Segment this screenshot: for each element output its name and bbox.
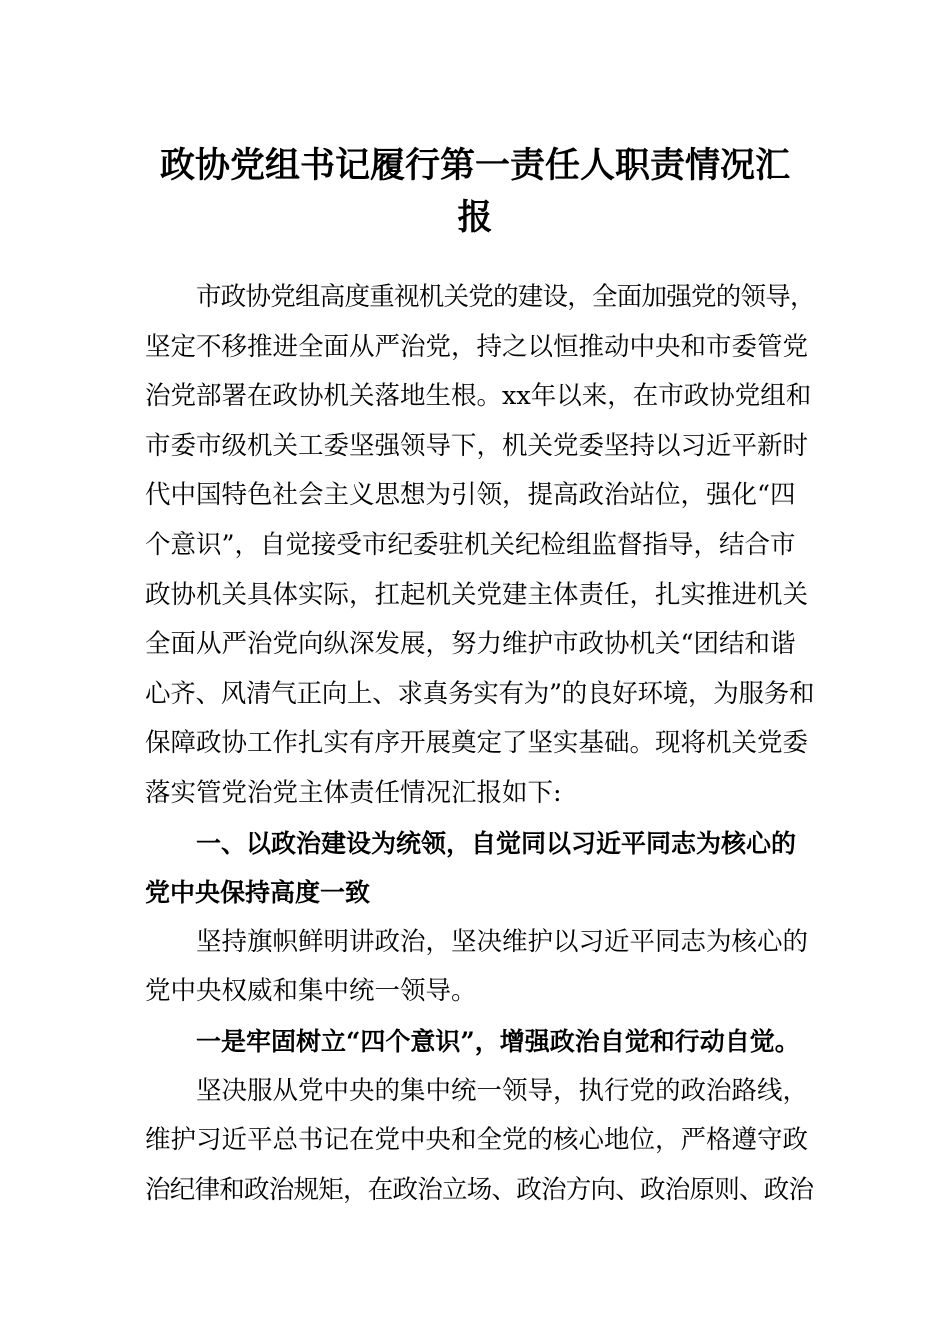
title-line-2: 报 <box>457 197 493 238</box>
paragraph-line: 落实管党治党主体责任情况汇报如下: <box>145 777 562 808</box>
paragraph-line: 治纪律和政治规矩，在政治立场、政治方向、政治原则、政治 <box>145 1174 814 1205</box>
title-line-1: 政协党组书记履行第一责任人职责情况汇 <box>159 145 790 186</box>
paragraph-line: 市政协党组高度重视机关党的建设，全面加强党的领导， <box>196 282 815 312</box>
document-body <box>145 273 817 1215</box>
paragraph-line: 全面从严治党向纵深发展，努力维护市政协机关“团结和谐 <box>145 629 796 660</box>
subheading-line: 一是牢固树立“四个意识”，增强政治自觉和行动自觉。 <box>196 1026 800 1056</box>
document-title <box>140 140 810 244</box>
paragraph-line: 代中国特色社会主义思想为引领，提高政治站位，强化“四 <box>145 480 796 511</box>
paragraph-line: 维护习近平总书记在党中央和全党的核心地位，严格遵守政 <box>145 1125 809 1156</box>
paragraph-line: 治党部署在政协机关落地生根。xx年以来，在市政协党组和 <box>145 381 812 412</box>
section-heading-line: 党中央保持高度一致 <box>145 878 371 908</box>
paragraph-line: 市委市级机关工委坚强领导下，机关党委坚持以习近平新时 <box>145 430 809 461</box>
paragraph-line: 坚持旗帜鲜明讲政治，坚决维护以习近平同志为核心的 <box>196 926 809 957</box>
paragraph-line: 政协机关具体实际，扛起机关党建主体责任，扎实推进机关 <box>145 579 809 610</box>
section-heading-line: 一、以政治建设为统领，自觉同以习近平同志为核心的 <box>196 828 797 858</box>
paragraph-line: 党中央权威和集中统一领导。 <box>145 976 477 1007</box>
paragraph-line: 坚定不移推进全面从严治党，持之以恒推动中央和市委管党 <box>145 331 809 362</box>
paragraph-line: 坚决服从党中央的集中统一领导，执行党的政治路线， <box>196 1075 809 1106</box>
paragraph-line: 个意识”，自觉接受市纪委驻机关纪检组监督指导，结合市 <box>145 529 796 560</box>
paragraph-line: 保障政协工作扎实有序开展奠定了坚实基础。现将机关党委 <box>145 728 809 759</box>
paragraph-line: 心齐、风清气正向上、求真务实有为”的良好环境，为服务和 <box>145 678 815 709</box>
